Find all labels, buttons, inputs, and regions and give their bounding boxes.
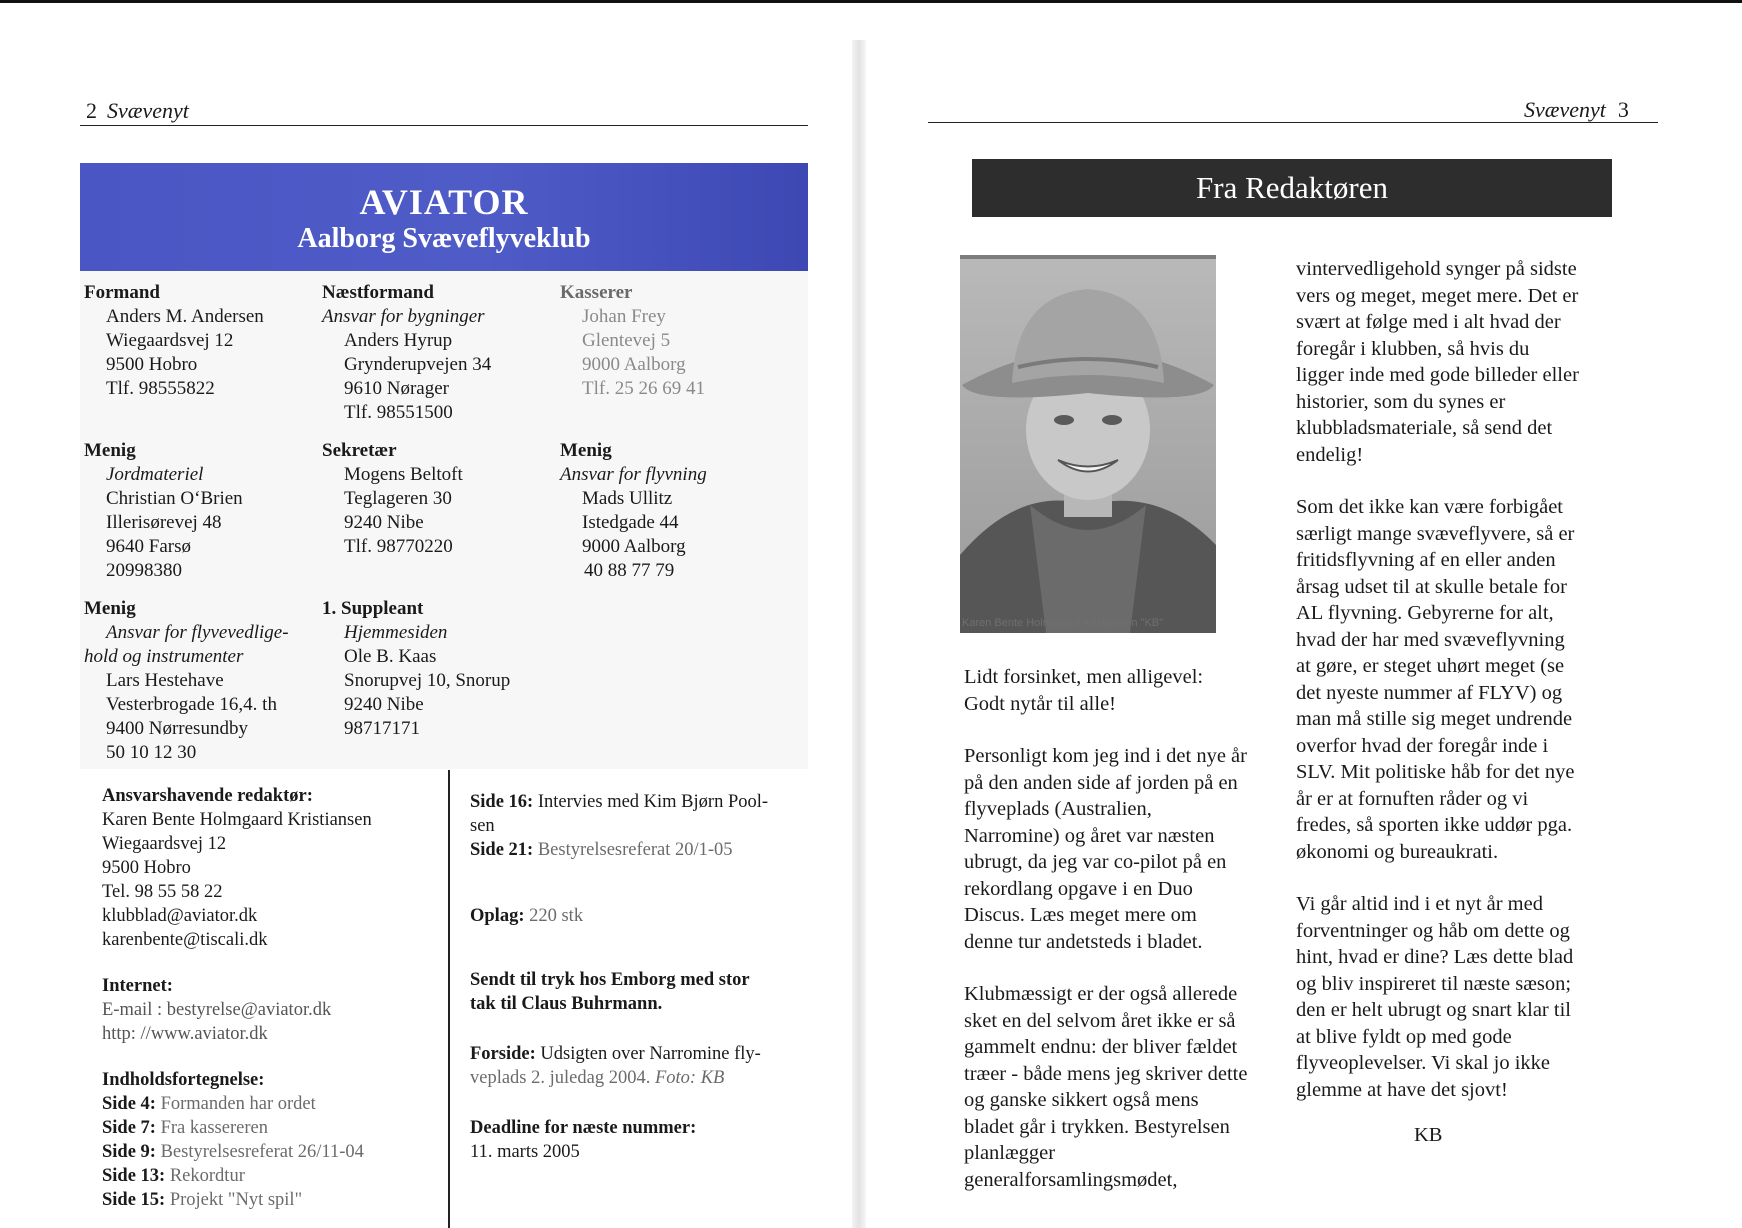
signature: KB (1414, 1124, 1443, 1146)
running-head-left: 2 Svævenyt (86, 98, 189, 123)
editor-block: Ansvarshavende redaktør: Karen Bente Holmgaard Kristiansen Wiegaardsvej 12 9500 Hobro Tel. 98 55 58 22 klubblad@aviator.dk karenbente@tiscali.dk (102, 786, 372, 950)
website-link[interactable]: http: //www.aviator.dk (102, 1024, 268, 1044)
article-column-1 (964, 664, 1294, 1193)
board-entry: Kasserer Johan Frey Glentevej 5 9000 Aalborg Tlf. 25 26 69 41 (560, 282, 705, 399)
article-column-2 (1296, 256, 1636, 1103)
toc-item: Side 7: Fra kassereren (102, 1118, 268, 1138)
banner-title: AVIATOR (359, 182, 529, 222)
colophon-right (470, 790, 808, 1164)
banner-subtitle: Aalborg Svæveflyveklub (297, 223, 591, 254)
toc-continued: Side 16: Intervies med Kim Bjørn Pool- sen Side 21: Bestyrelsesreferat 20/1-05 (470, 790, 808, 862)
page-spine (852, 40, 866, 1228)
deadline: Deadline for næste nummer: 11. marts 2005 (470, 1118, 697, 1162)
editor-photo (960, 255, 1216, 633)
cover-note: Forside: Udsigten over Narromine fly- veplads 2. juledag 2004. Foto: KB (470, 1044, 761, 1088)
toc-item: Side 13: Rekordtur (102, 1166, 245, 1186)
board-column-3 (560, 281, 800, 583)
circulation: Oplag: 220 stk (470, 906, 584, 926)
club-banner (80, 163, 808, 271)
paragraph: Personligt kom jeg ind i det nye år på den anden side af jorden på en flyveplads (Australien, Narromine) og året var næsten ubrugt, da jeg var co-pilot på en rekordlang opgave i en Duo Discus. Læs meget mere om denne tur andetsteds i bladet. (964, 745, 1247, 953)
left-page (0, 0, 852, 1228)
section-title: Fra Redaktøren (972, 159, 1612, 217)
colophon-left (102, 784, 442, 1212)
paragraph: Vi går altid ind i et nyt år med forventninger og håb om dette og hint, hvad er dine? Læs dette blad og bliv inspireret til næste sæson; den er helt ubrugt og snart klar til at blive fyldt op med gode flyveoplevelser. Vi skal jo ikke glemme at have det sjovt! (1296, 893, 1574, 1101)
toc-item: Side 16: Intervies med Kim Bjørn Pool- (470, 792, 769, 812)
toc-item: Side 21: Bestyrelsesreferat 20/1-05 (470, 840, 733, 860)
board-entry: Formand Anders M. Andersen Wiegaardsvej 12 9500 Hobro Tlf. 98555822 (84, 282, 264, 399)
paragraph: Lidt forsinket, men alligevel: Godt nytår til alle! (964, 666, 1204, 715)
paragraph: Klubmæssigt er der også allerede sket en del selvom året ikke er så gammelt endnu: der bliver fældet træer - både mens jeg skriver dette og ganske sikkert også mens bladet går i trykken. Bestyrelsen planlægger generalforsamlingsmødet, (964, 983, 1248, 1191)
internet-block: Internet: E-mail : bestyrelse@aviator.dk http: //www.aviator.dk (102, 974, 442, 1046)
board-column-2 (322, 281, 562, 741)
table-of-contents: Indholdsfortegnelse: Side 4: Formanden har ordet Side 7: Fra kassereren Side 9: Bestyrelsesreferat 26/11-04 Side 13: Rekordtur Side 15: Projekt "Nyt spil" (102, 1068, 442, 1212)
running-head-right: Svævenyt 3 (1524, 97, 1629, 122)
column-divider (448, 770, 450, 1228)
email-link[interactable]: E-mail : bestyrelse@aviator.dk (102, 1000, 332, 1020)
toc-item: Side 9: Bestyrelsesreferat 26/11-04 (102, 1142, 364, 1162)
board-entry: 1. Suppleant Hjemmesiden Ole B. Kaas Snorupvej 10, Snorup 9240 Nibe 98717171 (322, 598, 511, 739)
board-entry: Sekretær Mogens Beltoft Teglageren 30 9240 Nibe Tlf. 98770220 (322, 440, 463, 557)
board-entry: Næstformand Ansvar for bygninger Anders Hyrup Grynderupvejen 34 9610 Nørager Tlf. 98551500 (322, 282, 492, 423)
photo-caption: Karen Bente Holmgaard Kristiansen "KB" (962, 617, 1164, 629)
board-entry: Menig Jordmateriel Christian O‘Brien Illerisørevej 48 9640 Farsø 20998380 (84, 440, 243, 581)
print-note: Sendt til tryk hos Emborg med stor tak til Claus Buhrmann. (470, 970, 750, 1014)
board-entry: Menig Ansvar for flyvning Mads Ullitz Istedgade 44 9000 Aalborg 40 88 77 79 (560, 440, 707, 581)
toc-item: Side 15: Projekt "Nyt spil" (102, 1190, 303, 1210)
paragraph: vintervedligehold synger på sidste vers og meget, meget mere. Det er svært at følge med i alt hvad der foregår i klubben, så hvis du ligger inde med gode billeder eller historier, som du synes er klubbladsmateriale, så send det endelig! (1296, 258, 1579, 466)
paragraph: Som det ikke kan være forbigået særligt mange svæveflyvere, så er fritidsflyvning af en eller anden årsag udset til at skulle betale for AL flyvning. Gebyrerne for alt, hvad der har med svæveflyvning at gøre, er steget uhørt meget (se det nyeste nummer af FLYV) og man må stille sig meget undrende overfor hvad der foregår inde i SLV. Mit politiske håb for det nye år er at fornuften råder og vi fredes, så sporten ikke uddør pga. økonomi og bureaukrati. (1296, 496, 1575, 863)
header-rule (80, 125, 808, 126)
header-rule (928, 122, 1658, 123)
board-column-1 (84, 281, 314, 765)
toc-item: Side 4: Formanden har ordet (102, 1094, 316, 1114)
board-entry: Menig Ansvar for flyvevedlige- hold og instrumenter Lars Hestehave Vesterbrogade 16,4. th 9400 Nørresundby 50 10 12 30 (84, 598, 289, 763)
portrait-image (960, 255, 1216, 633)
